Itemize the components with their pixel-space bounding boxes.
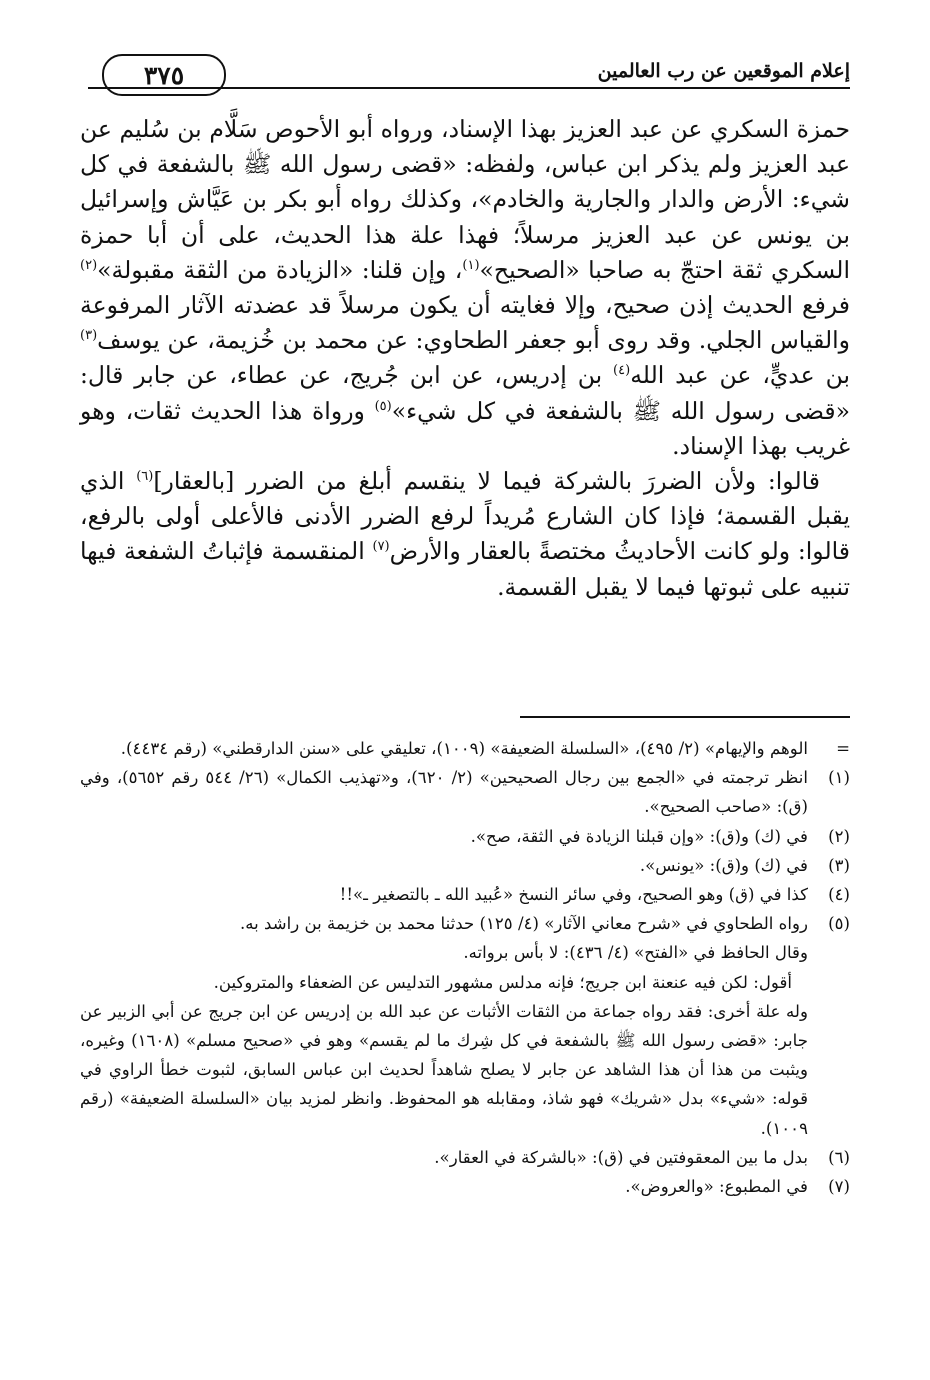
footnote-text: بدل ما بين المعقوفتين في (ق): «بالشركة في العقار».	[434, 1147, 808, 1167]
text-run: فرفع الحديث إذن صحيح، وإلا فغايته أن يكون مرسلاً قد عضدته الآثار المرفوعة والقياس الجلي. وقد روى أبو جعفر الطحاوي: عن محمد بن خُزيمة، عن يوسف	[80, 291, 850, 355]
page-number: ٣٧٥	[102, 54, 226, 96]
header-rule	[88, 87, 850, 89]
text-run: بن عديٍّ، عن عبد الله	[630, 361, 850, 390]
footnote-ref-6: (٦)	[136, 469, 154, 485]
footnote-5-line: وقال الحافظ في «الفتح» (٤/ ٤٣٦): لا بأس برواته.	[463, 943, 808, 963]
paragraph-1	[80, 112, 850, 464]
footnote-ref-7: (٧)	[372, 539, 390, 555]
footnote-mark: (٤)	[828, 885, 850, 905]
footnote-5	[80, 909, 850, 938]
footnote-ref-2: (٢)	[80, 257, 98, 273]
footnote-text: كذا في (ق) وهو الصحيح، وفي سائر النسخ «عُبيد الله ـ بالتصغير ـ»!!	[339, 885, 808, 905]
footnote-separator	[520, 716, 850, 718]
footnote-text: في (ك) و(ق): «يونس».	[639, 855, 808, 875]
footnote-mark: =	[836, 739, 850, 758]
footnote-3	[80, 851, 850, 880]
footnote-mark: (٣)	[828, 855, 850, 875]
footnote-4	[80, 880, 850, 909]
footnotes	[80, 734, 850, 1201]
text-run: المنقسمة فإثباتُ الشفعة فيها تنبيه على ثبوتها فيما لا يقبل القسمة.	[80, 537, 850, 601]
running-header	[88, 52, 850, 98]
text-run: ورواة هذا الحديث ثقات، وهو غريب بهذا الإسناد.	[80, 396, 850, 460]
footnote-text: رواه الطحاوي في «شرح معاني الآثار» (٤/ ١٢٥) حدثنا محمد بن خزيمة بن راشد به.	[239, 914, 808, 934]
footnote-5-line: وله علة أخرى: فقد رواه جماعة من الثقات الأثبات عن عبد الله بن إدريس عن ابن جريج عن أبي الزبير عن جابر: «قضى رسول الله ﷺ بالشفعة في كل شِرك ما لم يقسم» وهو في «صحيح مسلم» (١٦٠٨) وغيره، ويثبت من هذا أن هذا الشاهد عن جابر لا يصلح شاهداً لحديث ابن عباس السابق، لثبوت خطأ الراوي في قوله: «شيء» بدل «شريك» فهو شاذ، ومقابله هو المحفوظ. وانظر لمزيد بيان «السلسلة الضعيفة» (رقم ١٠٠٩).	[80, 1001, 808, 1138]
footnote-mark: (٦)	[828, 1147, 850, 1167]
footnote-text: في (ك) و(ق): «وإن قبلنا الزيادة في الثقة، صح».	[470, 826, 808, 846]
footnote-text: في المطبوع: «والعروض».	[625, 1177, 808, 1197]
book-title: إعلام الموقعين عن رب العالمين	[597, 60, 850, 82]
text-run: حمزة السكري عن عبد العزيز بهذا الإسناد، ورواه أبو الأحوص سَلَّام بن سُليم عن عبد العزيز ولم يذكر ابن عباس، ولفظه: «قضى رسول الله ﷺ بالشفعة في كل شيء: الأرض والدار والجارية والخادم»، وكذلك رواه أبو بكر بن عَيَّاش وإسرائيل بن يونس عن عبد العزيز مرسلاً؛ فهذا علة هذا الحديث، على أن أبا حمزة السكري ثقة احتجّ به صاحبا «الصحيح»	[80, 115, 850, 284]
footnote-1	[80, 763, 850, 821]
text-run: بن إدريس، عن ابن جُريج، عن عطاء، عن جابر قال: «قضى رسول الله ﷺ بالشفعة في كل شيء»	[80, 361, 850, 425]
footnote-5-line: أقول: لكن فيه عنعنة ابن جريج؛ فإنه مدلس مشهور التدليس عن الضعفاء والمتروكين.	[213, 972, 792, 992]
footnote-ref-5: (٥)	[374, 398, 392, 414]
footnote-continuation	[80, 734, 850, 763]
footnote-mark: (٥)	[828, 914, 850, 934]
footnote-text: الوهم والإيهام» (٢/ ٤٩٥)، «السلسلة الضعيفة» (١٠٠٩)، تعليقي على «سنن الدارقطني» (رقم ٤٤٣٤).	[120, 739, 808, 758]
footnote-mark: (٧)	[828, 1177, 850, 1197]
footnote-2	[80, 822, 850, 851]
footnote-ref-3: (٣)	[80, 328, 98, 344]
footnote-ref-1: (١)	[462, 257, 480, 273]
footnote-7	[80, 1172, 850, 1201]
text-run: الذي يقبل القسمة؛ فإذا كان الشارع مُريداً لرفع الضرر الأدنى فالأعلى أولى بالرفع، قالوا: ولو كانت الأحاديثُ مختصةً بالعقار والأرض	[80, 467, 850, 566]
footnote-6	[80, 1143, 850, 1172]
text-run: قالوا: ولأن الضررَ بالشركة فيما لا ينقسم أبلغ من الضرر [بالعقار]	[153, 467, 820, 496]
footnote-mark: (٢)	[828, 826, 850, 846]
footnote-mark: (١)	[828, 768, 850, 788]
main-text	[80, 112, 850, 605]
text-run: ، وإن قلنا: «الزيادة من الثقة مقبولة»	[97, 255, 463, 284]
paragraph-2	[80, 464, 850, 605]
footnote-text: انظر ترجمته في «الجمع بين رجال الصحيحين» (٢/ ٦٢٠)، و«تهذيب الكمال» (٢٦/ ٥٤٤ رقم ٥٦٥٢)، وفي (ق): «صاحب الصحيح».	[80, 768, 809, 817]
footnote-ref-4: (٤)	[613, 363, 631, 379]
